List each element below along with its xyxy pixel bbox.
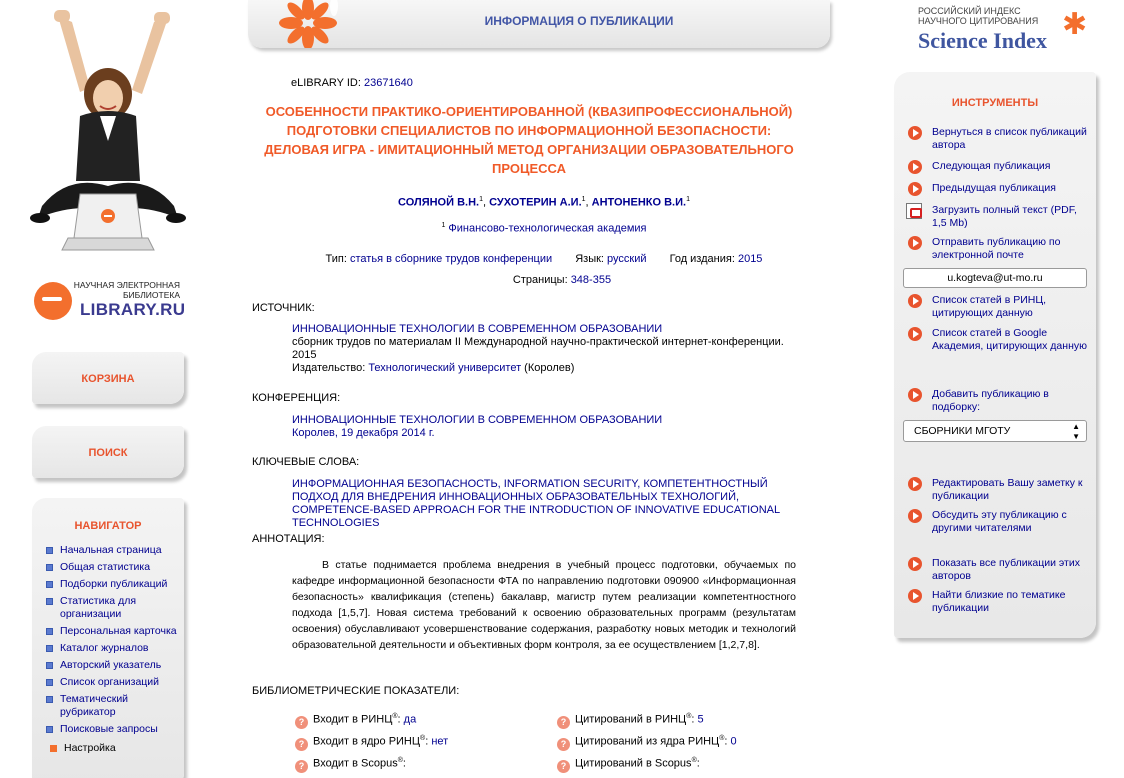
bib-rinc-in-label: Входит в РИНЦ	[313, 713, 393, 726]
square-bullet-icon	[46, 598, 53, 605]
arrow-right-icon	[908, 236, 922, 250]
source-label: ИСТОЧНИК:	[252, 302, 315, 314]
square-bullet-icon	[46, 679, 53, 686]
tool-google-citing[interactable]	[906, 327, 1092, 353]
tool-add-to-collection[interactable]	[906, 388, 1092, 414]
conference-body	[292, 414, 662, 440]
square-bullet-icon	[46, 564, 53, 571]
help-icon[interactable]: ?	[295, 738, 308, 751]
nav-item-label: Каталог журналов	[60, 642, 149, 654]
tool-rinc-citing[interactable]	[906, 294, 1092, 320]
navigator-box	[32, 498, 184, 778]
author-sup: 1	[686, 196, 690, 203]
elibrary-subtitle: НАУЧНАЯ ЭЛЕКТРОННАЯ БИБЛИОТЕКА	[73, 280, 180, 300]
tool-label: Обсудить эту публикацию с другими читателями	[932, 509, 1067, 534]
square-bullet-icon	[46, 645, 53, 652]
bib-rinc-core-label: Входит в ядро РИНЦ	[313, 735, 421, 748]
bib-cit-core-label: Цитирований из ядра РИНЦ	[575, 735, 720, 748]
nav-item-org-statistics[interactable]	[46, 595, 184, 621]
annotation-label: АННОТАЦИЯ:	[252, 533, 325, 545]
arrow-right-icon	[908, 477, 922, 491]
tool-label: Найти близкие по тематике публикации	[932, 589, 1066, 614]
tool-edit-note[interactable]	[906, 477, 1092, 503]
lang-link[interactable]: русский	[607, 253, 647, 265]
publisher-link[interactable]: Технологический университет	[368, 362, 522, 374]
source-body	[292, 323, 792, 375]
publication-meta	[252, 253, 836, 265]
elibrary-e-icon	[34, 282, 72, 320]
help-icon[interactable]: ?	[295, 760, 308, 773]
arrow-right-icon	[908, 126, 922, 140]
reg-mark: ®	[719, 735, 725, 742]
source-title-link[interactable]: ИННОВАЦИОННЫЕ ТЕХНОЛОГИИ В СОВРЕМЕННОМ ОБРАЗОВАНИИ	[292, 323, 663, 335]
tool-next-publication[interactable]	[906, 160, 1092, 173]
tool-label: Загрузить полный текст (PDF, 1,5 Mb)	[932, 204, 1077, 229]
email-input[interactable]: u.kogteva@ut-mo.ru	[903, 268, 1087, 288]
nav-item-rubricator[interactable]	[46, 693, 184, 719]
nav-item-label: Поисковые запросы	[60, 723, 158, 735]
arrow-right-icon	[908, 557, 922, 571]
lang-label: Язык:	[575, 253, 604, 265]
source-year: 2015	[292, 349, 317, 361]
tool-label: Редактировать Вашу заметку к публикации	[932, 477, 1083, 502]
bibliometrics-label: БИБЛИОМЕТРИЧЕСКИЕ ПОКАЗАТЕЛИ:	[252, 685, 460, 697]
arrow-right-icon	[908, 589, 922, 603]
select-arrows-icon: ▲ ▼	[1072, 422, 1080, 441]
arrow-right-icon	[908, 182, 922, 196]
author-link[interactable]: СУХОТЕРИН А.И.	[489, 196, 582, 209]
square-bullet-icon	[46, 547, 53, 554]
nav-item-collections[interactable]	[46, 578, 184, 591]
tools-title: ИНСТРУМЕНТЫ	[951, 97, 1039, 109]
nav-item-queries[interactable]	[46, 723, 184, 736]
bib-cit-rinc-label: Цитирований в РИНЦ	[575, 713, 687, 726]
tool-label: Список статей в Google Академия, цитирующих данную	[932, 327, 1087, 352]
keywords-links[interactable]: ИНФОРМАЦИОННАЯ БЕЗОПАСНОСТЬ, INFORMATION SECURITY, КОМПЕТЕНТНОСТНЫЙ ПОДХОД ДЛЯ ВНЕДРЕНИЯ ИННОВАЦИОННЫХ ОБРАЗОВАТЕЛЬНЫХ ТЕХНОЛОГИЙ, COMPETENCE-BASED APPROACH FOR THE INTRODUCTION OF INNOVATIVE EDUCATIONAL TECHNOLOGIES	[292, 478, 780, 529]
navigator-list	[32, 544, 184, 736]
annotation-text: В статье поднимается проблема внедрения в учебный процесс подготовки, обучаемых по кафедре информационной безопасности ФТА по направлению подготовки 090900 «Информационная безопасность» квалификация (степень) бакалавр, магистр путем реализации компетентностного подхода [1,5,7]. Новая система требований к освоению образовательных программ (результатам освоения) обуславливают усовершенствование содержания, разработку новых методик и технологий образовательной деятельности и объективных форм контроля, за ее осуществлением [1,2,7,8].	[292, 559, 796, 651]
square-bullet-icon	[46, 662, 53, 669]
nav-item-label: Персональная карточка	[60, 625, 177, 637]
nav-item-label: Статистика для организации	[60, 595, 137, 620]
nav-item-label: Общая статистика	[60, 561, 151, 573]
search-box[interactable]	[32, 426, 184, 478]
arrow-right-icon	[908, 509, 922, 523]
nav-item-settings[interactable]	[32, 742, 184, 754]
tool-label: Следующая публикация	[932, 160, 1051, 172]
hero-woman-laptop-image	[28, 6, 188, 256]
reg-mark: ®	[397, 757, 403, 764]
affiliation-sup: 1	[441, 222, 446, 229]
tool-label: Вернуться в список публикаций автора	[932, 126, 1087, 151]
year-link[interactable]: 2015	[737, 253, 763, 265]
basket-box[interactable]	[32, 352, 184, 404]
bib-cit-scopus-label: Цитирований в Scopus	[575, 757, 692, 770]
square-bullet-icon	[46, 696, 53, 703]
square-bullet-icon	[50, 745, 57, 752]
conference-label: КОНФЕРЕНЦИЯ:	[252, 392, 341, 404]
reg-mark: ®	[420, 735, 426, 742]
science-index-small-text: РОССИЙСКИЙ ИНДЕКС НАУЧНОГО ЦИТИРОВАНИЯ	[918, 6, 1039, 26]
nav-item-label: Список организаций	[60, 676, 160, 688]
nav-item-personal-card[interactable]	[46, 625, 184, 638]
tools-panel	[894, 72, 1096, 638]
square-bullet-icon	[46, 628, 53, 635]
bib-cit-scopus	[557, 757, 700, 773]
tool-send-email[interactable]	[906, 236, 1092, 262]
tool-back-to-author[interactable]	[906, 126, 1092, 152]
science-index-title: Science Index	[918, 28, 1047, 53]
year-field	[670, 253, 763, 265]
tool-discuss[interactable]	[906, 509, 1092, 535]
bib-rinc-core	[295, 735, 448, 751]
nav-item-label: Настройка	[64, 742, 116, 754]
bib-scopus	[295, 757, 406, 773]
colon: :	[397, 713, 401, 726]
tool-show-author-pubs[interactable]	[906, 557, 1092, 583]
bib-rinc-in	[295, 713, 416, 729]
bib-rinc-core-value[interactable]: нет	[431, 735, 449, 748]
type-field	[326, 253, 553, 265]
conference-place-link[interactable]: Королев, 19 декабря 2014 г.	[292, 427, 435, 439]
help-icon[interactable]: ?	[557, 738, 570, 751]
search-link[interactable]: ПОИСК	[88, 447, 128, 459]
authors-line: СОЛЯНОЙ В.Н.$^1$, СУХОТЕРИН А.И.$^1$, АНТОНЕНКО В.И.$^1$	[398, 196, 690, 209]
colon: :	[425, 735, 429, 748]
elibrary-id	[291, 77, 413, 89]
arrow-right-icon	[908, 327, 922, 341]
elibrary-id-link[interactable]: 23671640	[363, 77, 413, 89]
arrow-right-icon	[908, 160, 922, 174]
navigator-title: НАВИГАТОР	[74, 520, 142, 532]
asterisk-icon: ✱	[1062, 8, 1088, 41]
tool-label: Отправить публикацию по электронной почте	[932, 236, 1061, 261]
reg-mark: ®	[691, 757, 697, 764]
elibrary-id-label: eLIBRARY ID:	[291, 77, 361, 89]
nav-item-authors[interactable]	[46, 659, 184, 672]
science-index-logo[interactable]	[916, 6, 1092, 54]
tool-label: Предыдущая публикация	[932, 182, 1056, 194]
nav-item-label: Подборки публикаций	[60, 578, 168, 590]
help-icon[interactable]: ?	[557, 716, 570, 729]
page-title: ИНФОРМАЦИЯ О ПУБЛИКАЦИИ	[484, 14, 674, 28]
year-label: Год издания:	[669, 253, 735, 265]
pdf-file-icon	[906, 203, 922, 219]
bib-cit-core	[557, 735, 737, 751]
colon: :	[402, 757, 406, 770]
bib-cit-rinc-value[interactable]: 5	[697, 713, 704, 726]
publication-title: ОСОБЕННОСТИ ПРАКТИКО-ОРИЕНТИРОВАННОЙ (КВАЗИПРОФЕССИОНАЛЬНОЙ) ПОДГОТОВКИ СПЕЦИАЛИСТОВ ПО ИНФОРМАЦИОННОЙ БЕЗОПАСНОСТИ: ДЕЛОВАЯ ИГРА - ИМИТАЦИОННЫЙ МЕТОД ОРГАНИЗАЦИИ ОБРАЗОВАТЕЛЬНОГО ПРОЦЕССА	[264, 104, 794, 176]
type-label: Тип:	[325, 253, 347, 265]
tool-label: Показать все публикации этих авторов	[932, 557, 1080, 582]
arrow-right-icon	[908, 388, 922, 402]
source-desc: сборник трудов по материалам II Международной научно-практической интернет-конференции.	[292, 336, 784, 348]
publisher-city: (Королев)	[524, 362, 575, 374]
nav-item-home[interactable]	[46, 544, 184, 557]
arrow-right-icon	[908, 294, 922, 308]
bib-scopus-label: Входит в Scopus	[313, 757, 398, 770]
bib-rinc-in-value[interactable]: да	[403, 713, 417, 726]
affiliation-link[interactable]: Финансово-технологическая академия	[448, 222, 647, 235]
tool-download-pdf[interactable]	[906, 204, 1092, 230]
tool-find-similar[interactable]	[906, 589, 1092, 615]
nav-item-organizations[interactable]	[46, 676, 184, 689]
help-icon[interactable]: ?	[295, 716, 308, 729]
square-bullet-icon	[46, 726, 53, 733]
nav-item-label: Начальная страница	[60, 544, 162, 556]
science-index-subtitle	[918, 6, 1038, 26]
colon: :	[691, 713, 695, 726]
bib-cit-core-value[interactable]: 0	[730, 735, 737, 748]
author-sup: 1	[479, 196, 483, 203]
bib-cit-rinc	[557, 713, 704, 729]
elibrary-title: LIBRARY.RU	[80, 300, 186, 319]
author-sup: 1	[581, 196, 586, 203]
author-link[interactable]: СОЛЯНОЙ В.Н.	[398, 196, 480, 209]
nav-item-journals[interactable]	[46, 642, 184, 655]
affiliation	[252, 222, 836, 235]
pages-label: Страницы:	[512, 274, 568, 286]
help-icon[interactable]: ?	[557, 760, 570, 773]
conference-title-link[interactable]: ИННОВАЦИОННЫЕ ТЕХНОЛОГИИ В СОВРЕМЕННОМ ОБРАЗОВАНИИ	[292, 414, 663, 426]
colon: :	[724, 735, 728, 748]
basket-link[interactable]: КОРЗИНА	[81, 373, 135, 385]
reg-mark: ®	[686, 713, 692, 720]
colon: :	[696, 757, 700, 770]
collection-select-value: СБОРНИКИ МГОТУ	[914, 425, 1011, 437]
lang-field	[575, 253, 646, 265]
author-link[interactable]: АНТОНЕНКО В.И.	[591, 196, 687, 209]
tool-prev-publication[interactable]	[906, 182, 1092, 195]
nav-item-label: Тематический рубрикатор	[60, 693, 129, 718]
elibrary-logo[interactable]	[32, 278, 184, 324]
publisher-label: Издательство:	[292, 362, 366, 374]
nav-item-statistics[interactable]	[46, 561, 184, 574]
keywords-label: КЛЮЧЕВЫЕ СЛОВА:	[252, 456, 360, 468]
nav-item-label: Авторский указатель	[60, 659, 162, 671]
pages-link[interactable]: 348-355	[570, 274, 612, 286]
collection-select[interactable]	[903, 420, 1087, 442]
reg-mark: ®	[392, 713, 398, 720]
pages-field	[252, 274, 872, 286]
square-bullet-icon	[46, 581, 53, 588]
tool-label: Список статей в РИНЦ, цитирующих данную	[932, 294, 1047, 319]
tool-label: Добавить публикацию в подборку:	[932, 388, 1049, 413]
type-link[interactable]: статья в сборнике трудов конференции	[350, 253, 553, 265]
header-bar	[248, 0, 830, 48]
